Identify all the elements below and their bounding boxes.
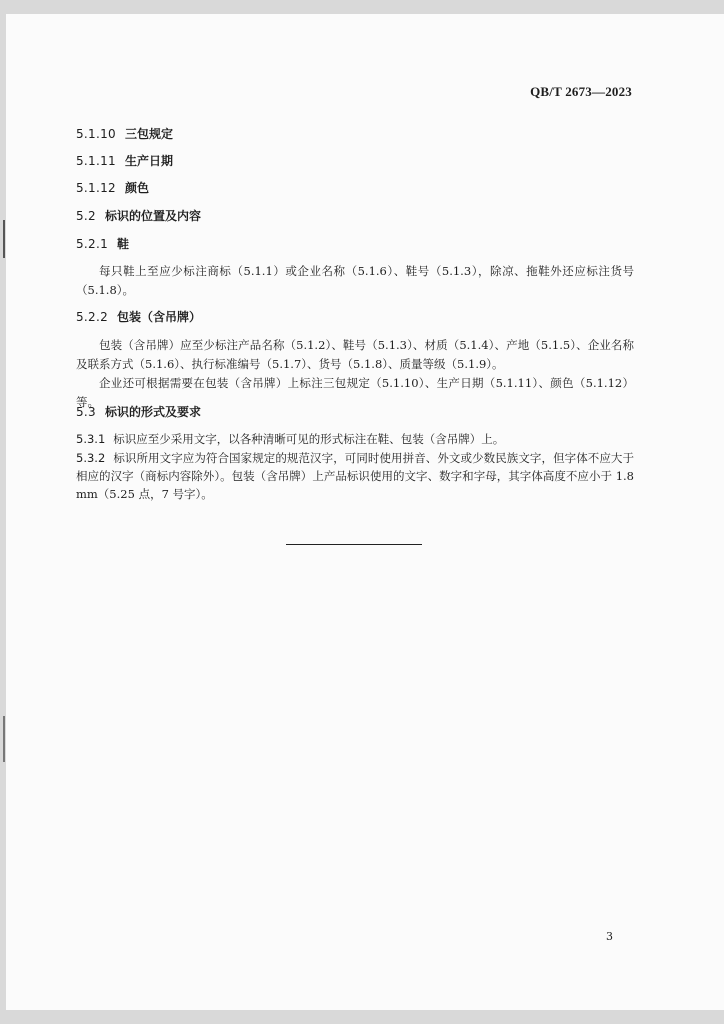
scan-edge-mark [3, 220, 5, 258]
item-5-3-2 [76, 449, 634, 503]
scan-edge-mark [3, 716, 5, 762]
section-heading-5-1-10 [76, 125, 173, 142]
section-title: 包装（含吊牌） [117, 310, 202, 324]
section-heading-5-2 [76, 207, 201, 224]
item-number: 5.3.2 [76, 451, 106, 465]
item-5-3-1 [76, 430, 634, 448]
section-title: 三包规定 [124, 127, 173, 141]
section-heading-5-2-2 [76, 308, 201, 325]
section-number: 5.3 [76, 405, 96, 419]
section-title: 生产日期 [124, 154, 173, 168]
section-number: 5.2.1 [76, 237, 109, 251]
standard-code: QB/T 2673—2023 [530, 84, 632, 99]
section-number: 5.1.11 [76, 154, 116, 168]
item-number: 5.3.1 [76, 432, 106, 446]
section-heading-5-1-11 [76, 152, 173, 169]
section-title: 标识的形式及要求 [104, 405, 201, 419]
paragraph-packaging-labeling: 包装（含吊牌）应至少标注产品名称（5.1.2）、鞋号（5.1.3）、材质（5.1.4）、产地（5.1.5）、企业名称及联系方式（5.1.6）、执行标准编号（5.1.7）、货号（5.1.8）、质量等级（5.1.9）。 [76, 338, 634, 371]
section-title: 鞋 [117, 237, 130, 251]
section-number: 5.1.10 [76, 127, 116, 141]
section-title: 标识的位置及内容 [104, 209, 201, 223]
document-page [6, 14, 724, 1010]
section-heading-5-2-1 [76, 235, 129, 252]
section-heading-5-3 [76, 403, 201, 420]
paragraph-optional-labeling: 企业还可根据需要在包装（含吊牌）上标注三包规定（5.1.10）、生产日期（5.1.11）、颜色（5.1.12）等。 [76, 376, 634, 409]
section-heading-5-1-12 [76, 179, 149, 196]
page-number: 3 [606, 930, 613, 943]
section-number: 5.2 [76, 209, 96, 223]
item-text: 标识所用文字应为符合国家规定的规范汉字，可同时使用拼音、外文或少数民族文字，但字体不应大于相应的汉字（商标内容除外）。包装（含吊牌）上产品标识使用的文字、数字和字母，其字体高度不应小于 1.8 mm（5.25 点，7 号字）。 [76, 451, 634, 501]
item-text: 标识应至少采用文字，以各种清晰可见的形式标注在鞋、包装（含吊牌）上。 [113, 432, 505, 446]
paragraph-shoe-labeling: 每只鞋上至应少标注商标（5.1.1）或企业名称（5.1.6）、鞋号（5.1.3），除凉、拖鞋外还应标注货号（5.1.8）。 [76, 264, 634, 297]
section-number: 5.1.12 [76, 181, 116, 195]
section-number: 5.2.2 [76, 310, 109, 324]
end-of-text-rule [286, 544, 422, 545]
section-title: 颜色 [124, 181, 149, 195]
